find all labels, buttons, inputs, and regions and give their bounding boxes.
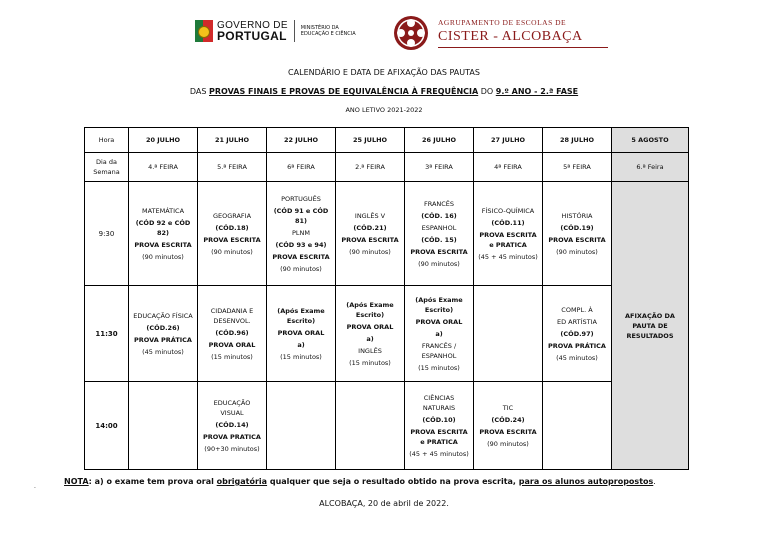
weekday-cell: 4ª FEIRA [474, 153, 543, 182]
weekday-row [85, 153, 689, 182]
exam-cell-line: (CÓD.10) [422, 415, 456, 424]
exam-cell-line: PROVA ORAL [277, 328, 325, 337]
stray-dot: . [34, 483, 36, 490]
exam-cell [405, 182, 474, 286]
exam-cell-line: (90 minutos) [487, 439, 529, 448]
school-logo [392, 14, 608, 52]
exam-cell [405, 286, 474, 382]
exam-cell-line: (Após Exame Escrito) [277, 306, 325, 325]
exam-cell-line: (CÓD 93 e 94) [275, 240, 327, 249]
exam-cell-line: PROVA PRÁTICA [548, 341, 606, 350]
exam-cell [474, 286, 543, 382]
title-phase: 9.º ANO - 2.ª FASE [495, 87, 579, 96]
exam-cell [474, 182, 543, 286]
exam-cell-line: (90 minutos) [211, 247, 253, 256]
exam-cell [543, 182, 612, 286]
weekday-cell: 3ª FEIRA [405, 153, 474, 182]
exam-cell-line: (CÓD. 16) [421, 211, 457, 220]
exam-cell-line: (45 + 45 minutos) [478, 252, 538, 261]
title-line1: CALENDÁRIO E DATA DE AFIXAÇÃO DAS PAUTAS [288, 68, 480, 77]
gov-line2: PORTUGAL [217, 29, 287, 43]
exam-cell [198, 182, 267, 286]
exam-cell-line: MATEMÁTICA [141, 206, 185, 215]
exam-cell-line: CIDADANIA E DESENVOL. [210, 306, 254, 325]
exam-cell-line: (90 minutos) [280, 264, 322, 273]
exam-cell-line: GEOGRAFIA [212, 211, 252, 220]
exam-cell-line: (CÓD.11) [491, 218, 525, 227]
exam-cell-line: CIÊNCIAS NATURAIS [422, 393, 456, 412]
exam-cell-line: (CÓD.21) [353, 223, 387, 232]
time-cell: 14:00 [85, 382, 129, 470]
exam-cell [405, 382, 474, 470]
exam-cell-line: (90 minutos) [418, 259, 460, 268]
exam-cell-line: (90+30 minutos) [204, 444, 260, 453]
exam-cell-line: (CÓD. 15) [421, 235, 457, 244]
exam-cell-line: ESPANHOL [421, 223, 457, 232]
exam-cell-line: (45 minutos) [556, 353, 598, 362]
exam-cell-line: (Após Exame Escrito) [415, 295, 463, 314]
exam-cell-line: (15 minutos) [349, 358, 391, 367]
date-cell: 26 JULHO [405, 128, 474, 153]
exam-cell-line: PROVA ORAL [415, 317, 463, 326]
exam-cell-line: (45 + 45 minutos) [409, 449, 469, 458]
weekday-cell: 4.ª FEIRA [129, 153, 198, 182]
exam-cell-line: PORTUGUÊS [281, 194, 321, 203]
exam-cell-line: PROVA ESCRITA [410, 247, 468, 256]
hora-header: Hora [85, 128, 129, 153]
exam-cell-line: (CÓD.19) [560, 223, 594, 232]
slot-row-930 [85, 182, 689, 286]
exam-cell-line: (90 minutos) [349, 247, 391, 256]
footer-date: ALCOBAÇA, 20 de abril de 2022. [319, 499, 449, 508]
date-cell: 22 JULHO [267, 128, 336, 153]
date-cell: 25 JULHO [336, 128, 405, 153]
exam-cell-line: EDUCAÇÃO FÍSICA [133, 311, 193, 320]
exam-cell-line: (CÓD.96) [215, 328, 249, 337]
exam-cell-line: FRANCÊS [423, 199, 455, 208]
exam-cell-line: (CÓD.14) [215, 420, 249, 429]
exam-cell-line: PROVA ESCRITA [272, 252, 330, 261]
date-cell: 21 JULHO [198, 128, 267, 153]
exam-cell-line: (90 minutos) [556, 247, 598, 256]
exam-cell-line: PROVA ESCRITA [203, 235, 261, 244]
weekday-cell: 6.ª Feira [612, 153, 689, 182]
exam-cell [543, 382, 612, 470]
exam-cell-line: a) [297, 340, 305, 349]
school-line2: CISTER - ALCOBAÇA [438, 29, 583, 44]
exam-cell-line: HISTÓRIA [561, 211, 593, 220]
exam-cell-line: PROVA ESCRITA [341, 235, 399, 244]
weekday-cell: 6ª FEIRA [267, 153, 336, 182]
exam-calendar-table [84, 127, 689, 470]
exam-cell-line: PROVA ESCRITA e PRATICA [410, 427, 468, 446]
government-logo [195, 20, 361, 42]
exam-cell-line: INGLÊS V [354, 211, 386, 220]
gov-line1: GOVERNO DE [217, 20, 288, 31]
weekday-cell: 2.ª FEIRA [336, 153, 405, 182]
weekday-cell: 5.ª FEIRA [198, 153, 267, 182]
exam-cell [336, 182, 405, 286]
exam-cell-line: (CÓD.97) [560, 329, 594, 338]
exam-cell-line: PROVA ESCRITA [548, 235, 606, 244]
exam-cell [198, 382, 267, 470]
exam-cell-line: (15 minutos) [211, 352, 253, 361]
title-line2: DAS PROVAS FINAIS E PROVAS DE EQUIVALÊNCIA À FREQUÊNCIA DO 9.º ANO - 2.ª FASE [189, 87, 579, 96]
exam-cell [474, 382, 543, 470]
exam-cell [267, 286, 336, 382]
ministry-name: MINISTÉRIO DA EDUCAÇÃO E CIÊNCIA [300, 25, 356, 37]
exam-cell-line: (CÓD.18) [215, 223, 249, 232]
exam-cell [129, 182, 198, 286]
weekday-header: Dia da Semana [85, 153, 129, 182]
time-cell: 9:30 [85, 182, 129, 286]
exam-cell [267, 382, 336, 470]
exam-cell [543, 286, 612, 382]
exam-cell-line: INGLÊS [358, 346, 382, 355]
date-cell: 20 JULHO [129, 128, 198, 153]
exam-cell [336, 382, 405, 470]
exam-cell-line: (45 minutos) [142, 347, 184, 356]
school-line1: AGRUPAMENTO DE ESCOLAS DE [438, 18, 567, 27]
portugal-flag-icon [195, 20, 213, 42]
exam-cell-line: a) [435, 329, 443, 338]
logo-divider [294, 20, 295, 42]
exam-cell-line: PROVA PRÁTICA [134, 335, 192, 344]
date-cell: 5 AGOSTO [612, 128, 689, 153]
title-exam-types: PROVAS FINAIS E PROVAS DE EQUIVALÊNCIA À FREQUÊNCIA [209, 87, 479, 96]
exam-cell-line: (Após Exame Escrito) [346, 300, 394, 319]
cister-emblem-icon [392, 14, 430, 52]
date-header-row [85, 128, 689, 153]
exam-cell [336, 286, 405, 382]
exam-cell [129, 286, 198, 382]
slot-row-1130 [85, 286, 689, 382]
exam-cell-line: PLNM [291, 228, 310, 237]
exam-cell-line: PROVA ESCRITA [479, 427, 537, 436]
slot-row-1400 [85, 382, 689, 470]
exam-cell [198, 286, 267, 382]
note: NOTA: a) o exame tem prova oral obrigatória qualquer que seja o resultado obtido na prova escrita, para os alunos autopropostos. [64, 477, 656, 486]
exam-cell-line: PROVA ORAL [208, 340, 256, 349]
exam-cell-line: ED ARTÍSTIA [556, 317, 597, 326]
exam-cell-line: COMPL. À [561, 305, 593, 314]
exam-cell-line: PROVA ESCRITA [134, 240, 192, 249]
date-cell: 28 JULHO [543, 128, 612, 153]
exam-cell-line: EDUCAÇÃO VISUAL [213, 398, 251, 417]
note-label: NOTA [64, 477, 89, 486]
page-header [0, 14, 768, 56]
weekday-cell: 5ª FEIRA [543, 153, 612, 182]
exam-cell-line: FÍSICO-QUÍMICA [481, 206, 535, 215]
time-cell: 11:30 [85, 286, 129, 382]
exam-cell [129, 382, 198, 470]
date-cell: 27 JULHO [474, 128, 543, 153]
exam-cell-line: (CÓD 91 e CÓD 81) [273, 206, 329, 225]
exam-cell-line: PROVA ESCRITA e PRATICA [479, 230, 537, 249]
exam-cell-line: (CÓD.24) [491, 415, 525, 424]
exam-cell-line: (CÓD.26) [146, 323, 180, 332]
exam-cell-line: PROVA PRATICA [203, 432, 261, 441]
results-posting-cell: AFIXAÇÃO DA PAUTA DE RESULTADOS [612, 182, 689, 470]
exam-cell-line: (90 minutos) [142, 252, 184, 261]
exam-cell-line: FRANCÊS / ESPANHOL [421, 341, 457, 360]
exam-cell-line: TIC [502, 403, 514, 412]
school-underline [438, 47, 608, 48]
exam-cell [267, 182, 336, 286]
exam-cell-line: (15 minutos) [418, 363, 460, 372]
exam-cell-line: (15 minutos) [280, 352, 322, 361]
exam-cell-line: a) [366, 334, 374, 343]
exam-cell-line: PROVA ORAL [346, 322, 394, 331]
exam-cell-line: (CÓD 92 e CÓD 82) [135, 218, 191, 237]
school-year: ANO LETIVO 2021-2022 [345, 106, 423, 114]
